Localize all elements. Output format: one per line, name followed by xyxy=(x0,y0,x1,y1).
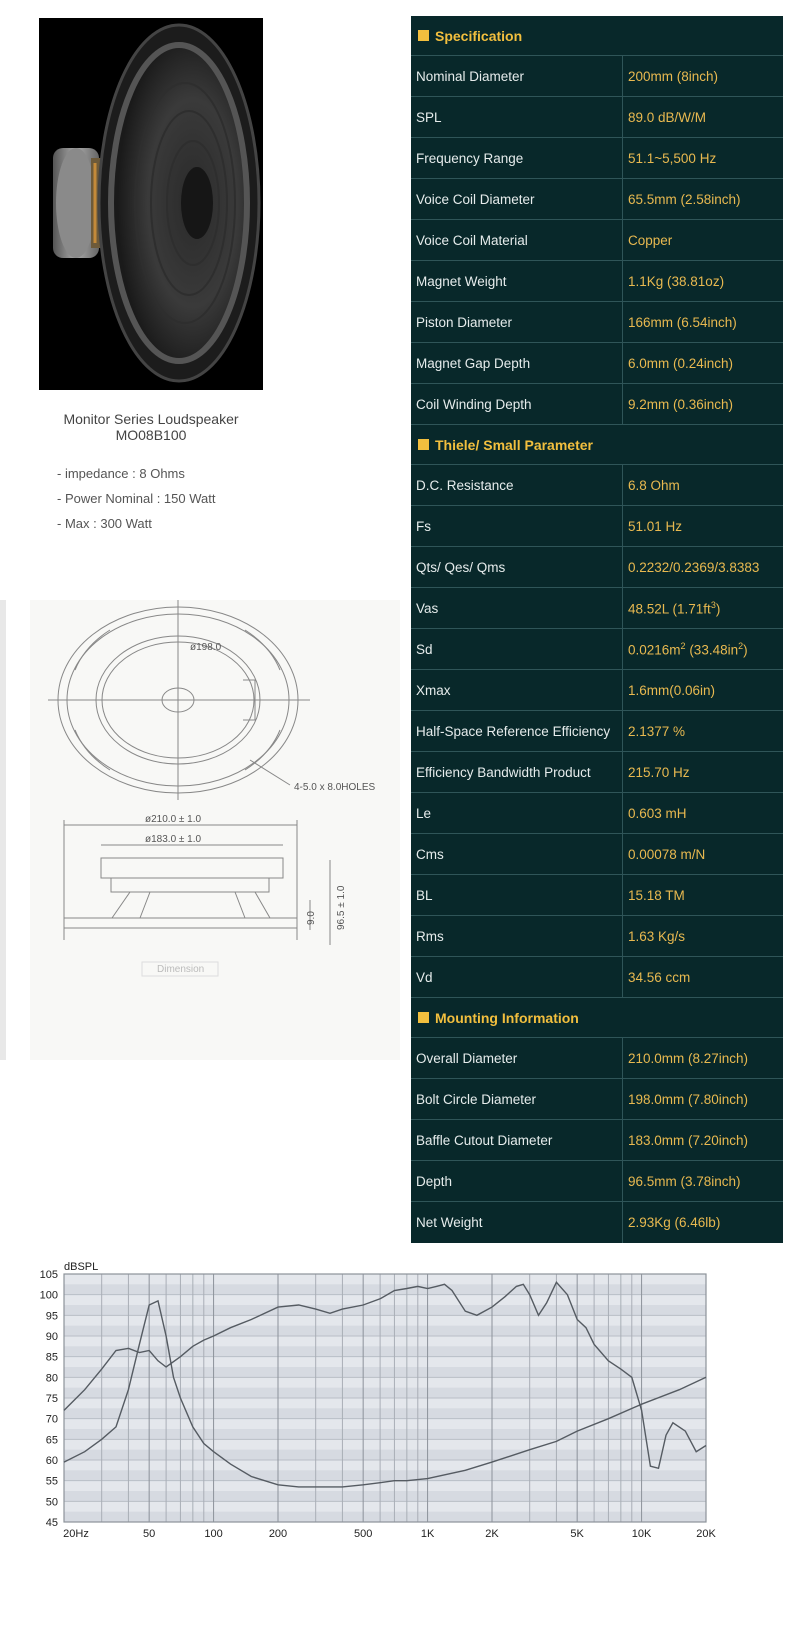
product-title xyxy=(39,411,263,443)
spec-row xyxy=(411,97,783,138)
product-photo xyxy=(39,18,263,390)
spec-row xyxy=(411,547,783,588)
plot-band xyxy=(64,1470,706,1480)
spec-value xyxy=(623,834,783,874)
spec-value xyxy=(623,506,783,546)
spec-label: Cms xyxy=(411,834,623,874)
x-tick-label: 2K xyxy=(485,1528,499,1540)
spec-label: Fs xyxy=(411,506,623,546)
spec-label: Depth xyxy=(411,1161,623,1201)
spec-row xyxy=(411,261,783,302)
spec-value-part: (33.48in xyxy=(685,642,739,658)
spec-label: D.C. Resistance xyxy=(411,465,623,505)
y-tick-label: 70 xyxy=(45,1413,58,1426)
drawing-holes-label: 4-5.0 x 8.0HOLES xyxy=(294,782,376,793)
spec-label: Frequency Range xyxy=(411,138,623,178)
spec-value-part: 200mm (8inch) xyxy=(628,68,719,84)
plot-band xyxy=(64,1346,706,1356)
plot-band xyxy=(64,1367,706,1377)
section-square-icon xyxy=(418,439,429,450)
spec-label: Net Weight xyxy=(411,1202,623,1243)
feature-power-nominal: - Power Nominal : 150 Watt xyxy=(57,491,216,506)
plot-band xyxy=(64,1408,706,1418)
plot-band xyxy=(64,1512,706,1522)
spec-value-part: 0.0216m xyxy=(628,642,681,658)
spec-label: Baffle Cutout Diameter xyxy=(411,1120,623,1160)
spec-value-part: 3 xyxy=(710,599,716,610)
spec-value-part: 34.56 ccm xyxy=(628,969,691,985)
spec-row xyxy=(411,384,783,425)
drawing-height-small-label: 9.0 xyxy=(306,911,317,925)
spec-row xyxy=(411,670,783,711)
spec-value-part: 51.1~5,500 Hz xyxy=(628,150,717,166)
plot-band xyxy=(64,1388,706,1398)
spec-row xyxy=(411,506,783,547)
spec-value-part: 6.0mm (0.24inch) xyxy=(628,355,734,371)
spec-value xyxy=(623,629,783,669)
spec-label: SPL xyxy=(411,97,623,137)
spec-value xyxy=(623,343,783,383)
spec-row xyxy=(411,138,783,179)
feature-list xyxy=(57,465,215,540)
spec-value xyxy=(623,1120,783,1160)
spec-row xyxy=(411,179,783,220)
spec-row xyxy=(411,752,783,793)
y-axis-label: dBSPL xyxy=(64,1261,99,1273)
spec-row xyxy=(411,465,783,506)
spec-label: Vas xyxy=(411,588,623,628)
section-header-0 xyxy=(411,16,783,56)
spec-value xyxy=(623,875,783,915)
spec-row xyxy=(411,711,783,752)
spec-value xyxy=(623,957,783,997)
drawing-overall-label: ø210.0 ± 1.0 xyxy=(145,814,202,825)
spec-label: Qts/ Qes/ Qms xyxy=(411,547,623,587)
spec-value xyxy=(623,547,783,587)
spec-row xyxy=(411,629,783,670)
spec-label: Overall Diameter xyxy=(411,1038,623,1078)
spec-value xyxy=(623,1202,783,1243)
spec-label: Efficiency Bandwidth Product xyxy=(411,752,623,792)
spec-row xyxy=(411,302,783,343)
spec-value xyxy=(623,711,783,751)
spec-value-part: Copper xyxy=(628,232,673,248)
feature-power-max: - Max : 300 Watt xyxy=(57,516,152,531)
y-tick-label: 100 xyxy=(39,1289,58,1302)
x-tick-label: 200 xyxy=(268,1528,288,1540)
drawing-bolt-circle-label: ø198.0 xyxy=(190,642,222,653)
spec-label: Magnet Weight xyxy=(411,261,623,301)
spec-label: Le xyxy=(411,793,623,833)
spec-label: BL xyxy=(411,875,623,915)
spec-value-part: ) xyxy=(743,642,748,658)
spec-value xyxy=(623,302,783,342)
spec-value-part: 96.5mm (3.78inch) xyxy=(628,1173,741,1189)
spec-row xyxy=(411,1161,783,1202)
section-title: Mounting Information xyxy=(435,1009,579,1026)
y-tick-label: 80 xyxy=(45,1372,58,1385)
spec-value xyxy=(623,97,783,137)
plot-band xyxy=(64,1326,706,1336)
section-title: Thiele/ Small Parameter xyxy=(435,436,593,453)
spec-value xyxy=(623,261,783,301)
y-tick-label: 65 xyxy=(45,1434,58,1447)
y-tick-label: 55 xyxy=(45,1475,58,1488)
spec-label: Coil Winding Depth xyxy=(411,384,623,424)
spec-row xyxy=(411,1079,783,1120)
plot-band xyxy=(64,1450,706,1460)
spec-row xyxy=(411,56,783,97)
spec-table xyxy=(411,16,783,1243)
spec-value-part: 1.63 Kg/s xyxy=(628,928,686,944)
spec-value-part: 1.1Kg (38.81oz) xyxy=(628,273,725,289)
spec-value xyxy=(623,384,783,424)
spec-label: Bolt Circle Diameter xyxy=(411,1079,623,1119)
spec-row xyxy=(411,220,783,261)
y-tick-label: 105 xyxy=(39,1269,58,1281)
spec-value-part: 15.18 TM xyxy=(628,887,685,903)
spec-value-part: 89.0 dB/W/M xyxy=(628,109,707,125)
spec-value-part: 2 xyxy=(738,640,744,651)
x-tick-label: 20K xyxy=(696,1528,716,1540)
y-tick-label: 85 xyxy=(45,1351,58,1364)
dimension-drawing xyxy=(0,600,400,1070)
spec-value xyxy=(623,465,783,505)
spec-value-part: 2 xyxy=(680,640,686,651)
x-tick-label: 5K xyxy=(570,1528,584,1540)
spec-label: Half-Space Reference Efficiency xyxy=(411,711,623,751)
y-tick-label: 50 xyxy=(45,1496,58,1509)
plot-band xyxy=(64,1284,706,1294)
section-square-icon xyxy=(418,30,429,41)
spec-value-part: 0.2232/0.2369/3.8383 xyxy=(628,559,760,575)
section-title: Specification xyxy=(435,27,523,44)
spec-value-part: ) xyxy=(715,601,721,617)
x-tick-label: 10K xyxy=(631,1528,652,1540)
spec-value xyxy=(623,752,783,792)
section-header-1 xyxy=(411,425,783,465)
spec-label: Sd xyxy=(411,629,623,669)
spec-value-part: 198.0mm (7.80inch) xyxy=(628,1091,749,1107)
x-tick-label: 20Hz xyxy=(63,1528,89,1540)
spec-row xyxy=(411,875,783,916)
spec-value-part: 48.52L (1.71ft xyxy=(628,601,711,617)
spec-value xyxy=(623,1038,783,1078)
y-tick-label: 45 xyxy=(45,1517,58,1529)
spec-value-part: 1.6mm(0.06in) xyxy=(628,682,716,698)
spec-value-part: 210.0mm (8.27inch) xyxy=(628,1050,749,1066)
spec-value-part: 0.00078 m/N xyxy=(628,846,706,862)
spec-label: Rms xyxy=(411,916,623,956)
spec-value-part: 2.93Kg (6.46lb) xyxy=(628,1215,721,1230)
spec-label: Voice Coil Diameter xyxy=(411,179,623,219)
drawing-height-total-label: 96.5 ± 1.0 xyxy=(336,885,347,930)
spec-value-part: 215.70 Hz xyxy=(628,764,690,780)
product-model: MO08B100 xyxy=(115,427,187,443)
spec-value xyxy=(623,1161,783,1201)
spec-row xyxy=(411,343,783,384)
frequency-response-chart xyxy=(0,1258,800,1652)
section-header-2 xyxy=(411,998,783,1038)
product-series: Monitor Series Loudspeaker xyxy=(63,411,239,427)
spec-row xyxy=(411,1120,783,1161)
x-tick-label: 100 xyxy=(204,1528,223,1540)
y-tick-label: 95 xyxy=(45,1310,58,1323)
spec-value xyxy=(623,220,783,260)
x-tick-label: 1K xyxy=(420,1528,435,1540)
spec-value-part: 65.5mm (2.58inch) xyxy=(628,191,741,207)
spec-value xyxy=(623,1079,783,1119)
x-tick-label: 500 xyxy=(353,1528,373,1540)
spec-value xyxy=(623,670,783,710)
x-tick-label: 50 xyxy=(143,1528,156,1540)
spec-row xyxy=(411,834,783,875)
y-tick-label: 75 xyxy=(45,1393,58,1405)
section-square-icon xyxy=(418,1012,429,1023)
drawing-cutout-label: ø183.0 ± 1.0 xyxy=(145,834,202,845)
plot-band xyxy=(64,1429,706,1439)
spec-label: Vd xyxy=(411,957,623,997)
spec-label: Voice Coil Material xyxy=(411,220,623,260)
spec-label: Magnet Gap Depth xyxy=(411,343,623,383)
spec-value-part: 166mm (6.54inch) xyxy=(628,314,737,330)
spec-label: Nominal Diameter xyxy=(411,56,623,96)
spec-label: Xmax xyxy=(411,670,623,710)
spec-label: Piston Diameter xyxy=(411,302,623,342)
spec-value-part: 51.01 Hz xyxy=(628,518,683,534)
spec-value xyxy=(623,179,783,219)
spec-row xyxy=(411,916,783,957)
spec-row xyxy=(411,957,783,998)
spec-value xyxy=(623,793,783,833)
spec-row xyxy=(411,588,783,629)
spec-value xyxy=(623,588,783,628)
y-tick-label: 60 xyxy=(45,1455,58,1467)
spec-row xyxy=(411,1038,783,1079)
spec-value-part: 6.8 Ohm xyxy=(628,477,680,493)
drawing-caption: Dimension xyxy=(157,964,205,975)
spec-value-part: 183.0mm (7.20inch) xyxy=(628,1132,749,1148)
spec-value-part: 0.603 mH xyxy=(628,805,687,821)
plot-band xyxy=(64,1491,706,1501)
spec-value xyxy=(623,916,783,956)
y-tick-label: 90 xyxy=(45,1331,58,1343)
spec-row xyxy=(411,1202,783,1243)
spec-value-part: 9.2mm (0.36inch) xyxy=(628,396,734,412)
spec-value xyxy=(623,56,783,96)
spec-value xyxy=(623,138,783,178)
feature-impedance: - impedance : 8 Ohms xyxy=(57,466,185,481)
spec-row xyxy=(411,793,783,834)
spec-value-part: 2.1377 % xyxy=(628,723,686,739)
